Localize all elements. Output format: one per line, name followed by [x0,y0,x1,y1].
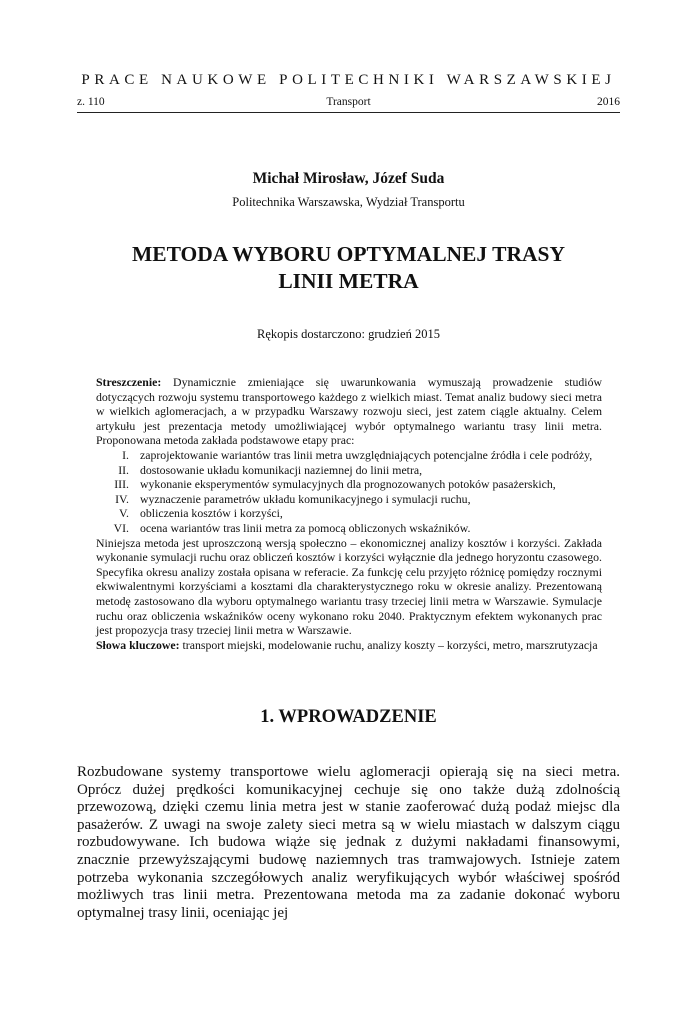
keywords [96,638,602,653]
running-header [77,96,620,113]
affiliation: Politechnika Warszawska, Wydział Transportu [232,195,465,209]
list-item [96,521,602,536]
abstract-intro-text: Dynamicznie zmieniające się uwarunkowania wymuszają prowadzenie studiów dotyczących rozwoju systemu transportowego każdego z wielkich miast. Temat analiz budowy sieci metra w wielkich aglomeracjach, a w przypadku Warszawy rozwoju sieci, jest zatem ciągle aktualny. Celem artykułu jest prezentacja metody umożliwiającej wybór optymalnego wariantu trasy linii metra. Proponowana metoda zakłada podstawowe etapy prac: [96,375,602,448]
publication-year: 2016 [597,96,620,108]
received-date: Rękopis dostarczono: grudzień 2015 [257,327,440,341]
paper-title-line-2: LINII METRA [278,269,419,293]
journal-section: Transport [326,96,371,108]
list-item [96,492,602,507]
paper-title-line-1: METODA WYBORU OPTYMALNEJ TRASY [131,242,566,266]
method-steps-list [96,448,602,536]
step-text: dostosowanie układu komunikacji naziemnej do linii metra, [140,462,423,477]
step-number: IV. [115,491,129,506]
keywords-label: Słowa kluczowe: [96,637,180,652]
abstract-intro [96,375,602,448]
step-text: wyznaczenie parametrów układu komunikacyjnego i symulacji ruchu, [140,491,471,506]
paper-title [77,241,620,295]
step-number: II. [118,462,129,477]
list-item [96,448,602,463]
step-number: V. [119,506,129,521]
step-text: obliczenia kosztów i korzyści, [140,506,283,521]
abstract-outro: Niniejsza metoda jest uproszczoną wersją społeczno – ekonomicznej analizy kosztów i korzyści. Zakłada wykonanie symulacji ruchu oraz obliczeń kosztów i korzyści wyłącznie dla jednego horyzontu czasowego. Specyfika okresu analizy została opisana w referacie. Za funkcję celu przyjęto różnicę pomiędzy rocznymi ekwiwalentnymi korzyściami a kosztami dla charakterystycznego roku w okresie analizy. Prezentowaną metodę zastosowano dla wyboru optymalnego wariantu trasy trzeciej linii metra w Warszawie. Symulacje ruchu oraz obliczenia wskaźników oceny wykonano roku 2040. Praktycznym efektem wykonanych prac jest propozycja trasy trzeciej linii metra w Warszawie. [96,535,602,638]
abstract-label: Streszczenie: [96,375,162,389]
step-number: VI. [113,520,129,535]
step-number: III. [114,477,129,492]
section-heading: 1. WPROWADZENIE [260,707,437,727]
list-item [96,463,602,478]
list-item [96,506,602,521]
volume-number: z. 110 [77,96,105,108]
step-text: ocena wariantów tras linii metra za pomocą obliczonych wskaźników. [140,520,471,535]
list-item [96,477,602,492]
step-text: wykonanie eksperymentów symulacyjnych dla prognozowanych potoków pasażerskich, [140,477,556,492]
authors: Michał Mirosław, Józef Suda [252,170,445,187]
step-text: zaprojektowanie wariantów tras linii metra uwzględniających potencjalne źródła i cele podróży, [140,447,593,462]
step-number: I. [122,447,129,462]
journal-title: PRACE NAUKOWE POLITECHNIKI WARSZAWSKIEJ [81,72,616,88]
abstract [96,375,602,652]
keywords-text: transport miejski, modelowanie ruchu, analizy koszty – korzyści, metro, marszrutyzacja [179,637,598,652]
body-paragraph: Rozbudowane systemy transportowe wielu aglomeracji opierają się na sieci metra. Oprócz dużej prędkości komunikacyjnej cechuje się ono także dużą zdolnością przewozową, dzięki czemu linia metra jest w stanie zaoferować dużą podaż miejsc dla pasażerów. Z uwagi na swoje zalety sieci metra są w wielu miastach w dalszym ciągu rozbudowywane. Ich budowa wiąże się jednak z dużymi nakładami finansowymi, znacznie przewyższającymi budowę naziemnych tras tramwajowych. Istnieje zatem potrzeba wykonania szczegółowych analiz weryfikujących wybór właściwej spośród możliwych tras linii metra. Prezentowana metoda ma za zadanie dokonać wyboru optymalnej trasy linii, oceniając jej [77,764,620,921]
